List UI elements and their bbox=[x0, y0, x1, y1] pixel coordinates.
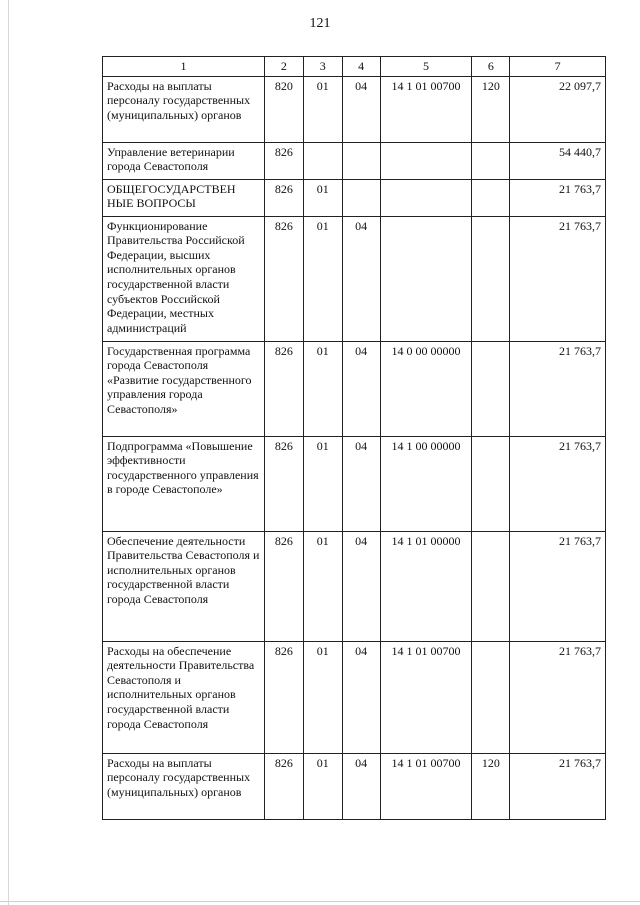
cell-expense-type bbox=[472, 179, 510, 216]
cell-subsection: 04 bbox=[342, 76, 380, 142]
table-row bbox=[103, 142, 606, 179]
cell-section: 01 bbox=[303, 179, 342, 216]
column-header: 7 bbox=[510, 57, 606, 77]
cell-subsection bbox=[342, 179, 380, 216]
cell-target: 14 1 01 00000 bbox=[380, 531, 472, 641]
cell-section bbox=[303, 142, 342, 179]
cell-section: 01 bbox=[303, 531, 342, 641]
row-name: Управление ветеринарии города Севастополя bbox=[103, 142, 265, 179]
cell-code: 826 bbox=[264, 753, 303, 819]
cell-expense-type bbox=[472, 641, 510, 753]
cell-target bbox=[380, 216, 472, 341]
cell-target bbox=[380, 179, 472, 216]
cell-section: 01 bbox=[303, 341, 342, 436]
cell-expense-type bbox=[472, 531, 510, 641]
table-row bbox=[103, 179, 606, 216]
cell-section: 01 bbox=[303, 216, 342, 341]
table-row bbox=[103, 531, 606, 641]
table-row bbox=[103, 216, 606, 341]
scan-left-edge bbox=[8, 0, 9, 905]
cell-target: 14 0 00 00000 bbox=[380, 341, 472, 436]
page-number: 121 bbox=[309, 16, 331, 31]
cell-amount: 21 763,7 bbox=[510, 436, 606, 531]
cell-code: 826 bbox=[264, 531, 303, 641]
column-header: 2 bbox=[264, 57, 303, 77]
cell-subsection: 04 bbox=[342, 753, 380, 819]
row-name: ОБЩЕГОСУДАРСТВЕН НЫЕ ВОПРОСЫ bbox=[103, 179, 265, 216]
column-header: 1 bbox=[103, 57, 265, 77]
cell-expense-type bbox=[472, 216, 510, 341]
cell-expense-type bbox=[472, 341, 510, 436]
table-row bbox=[103, 76, 606, 142]
row-name: Функционирование Правительства Российской Федерации, высших исполнительных органов государственной власти субъектов Российской Федерации, местных администраций bbox=[103, 216, 265, 341]
table-header-row bbox=[103, 57, 606, 77]
cell-target: 14 1 00 00000 bbox=[380, 436, 472, 531]
row-name: Обеспечение деятельности Правительства Севастополя и исполнительных органов государственной власти города Севастополя bbox=[103, 531, 265, 641]
cell-section: 01 bbox=[303, 641, 342, 753]
column-header: 4 bbox=[342, 57, 380, 77]
cell-amount: 21 763,7 bbox=[510, 753, 606, 819]
cell-subsection: 04 bbox=[342, 436, 380, 531]
column-header: 3 bbox=[303, 57, 342, 77]
cell-target: 14 1 01 00700 bbox=[380, 76, 472, 142]
row-name: Расходы на выплаты персоналу государственных (муниципальных) органов bbox=[103, 753, 265, 819]
cell-code: 826 bbox=[264, 436, 303, 531]
table-row bbox=[103, 753, 606, 819]
cell-amount: 21 763,7 bbox=[510, 641, 606, 753]
cell-target: 14 1 01 00700 bbox=[380, 641, 472, 753]
row-name: Расходы на обеспечение деятельности Правительства Севастополя и исполнительных органов государственной власти города Севастополя bbox=[103, 641, 265, 753]
cell-amount: 54 440,7 bbox=[510, 142, 606, 179]
cell-section: 01 bbox=[303, 436, 342, 531]
cell-code: 826 bbox=[264, 179, 303, 216]
cell-subsection: 04 bbox=[342, 641, 380, 753]
cell-expense-type bbox=[472, 436, 510, 531]
cell-expense-type: 120 bbox=[472, 76, 510, 142]
cell-expense-type bbox=[472, 142, 510, 179]
cell-amount: 21 763,7 bbox=[510, 531, 606, 641]
row-name: Расходы на выплаты персоналу государственных (муниципальных) органов bbox=[103, 76, 265, 142]
table-row bbox=[103, 341, 606, 436]
cell-code: 826 bbox=[264, 216, 303, 341]
column-header: 5 bbox=[380, 57, 472, 77]
cell-section: 01 bbox=[303, 76, 342, 142]
table-row bbox=[103, 641, 606, 753]
cell-amount: 21 763,7 bbox=[510, 179, 606, 216]
cell-subsection: 04 bbox=[342, 531, 380, 641]
cell-code: 826 bbox=[264, 142, 303, 179]
column-header: 6 bbox=[472, 57, 510, 77]
cell-target bbox=[380, 142, 472, 179]
cell-target: 14 1 01 00700 bbox=[380, 753, 472, 819]
cell-section: 01 bbox=[303, 753, 342, 819]
cell-amount: 22 097,7 bbox=[510, 76, 606, 142]
cell-code: 820 bbox=[264, 76, 303, 142]
row-name: Подпрограмма «Повышение эффективности государственного управления в городе Севастополе» bbox=[103, 436, 265, 531]
table-row bbox=[103, 436, 606, 531]
cell-amount: 21 763,7 bbox=[510, 341, 606, 436]
cell-subsection bbox=[342, 142, 380, 179]
cell-expense-type: 120 bbox=[472, 753, 510, 819]
cell-subsection: 04 bbox=[342, 341, 380, 436]
cell-code: 826 bbox=[264, 641, 303, 753]
cell-amount: 21 763,7 bbox=[510, 216, 606, 341]
cell-code: 826 bbox=[264, 341, 303, 436]
scan-bottom-edge bbox=[0, 901, 640, 902]
budget-table bbox=[102, 56, 606, 820]
row-name: Государственная программа города Севастополя «Развитие государственного управления города Севастополя» bbox=[103, 341, 265, 436]
cell-subsection: 04 bbox=[342, 216, 380, 341]
